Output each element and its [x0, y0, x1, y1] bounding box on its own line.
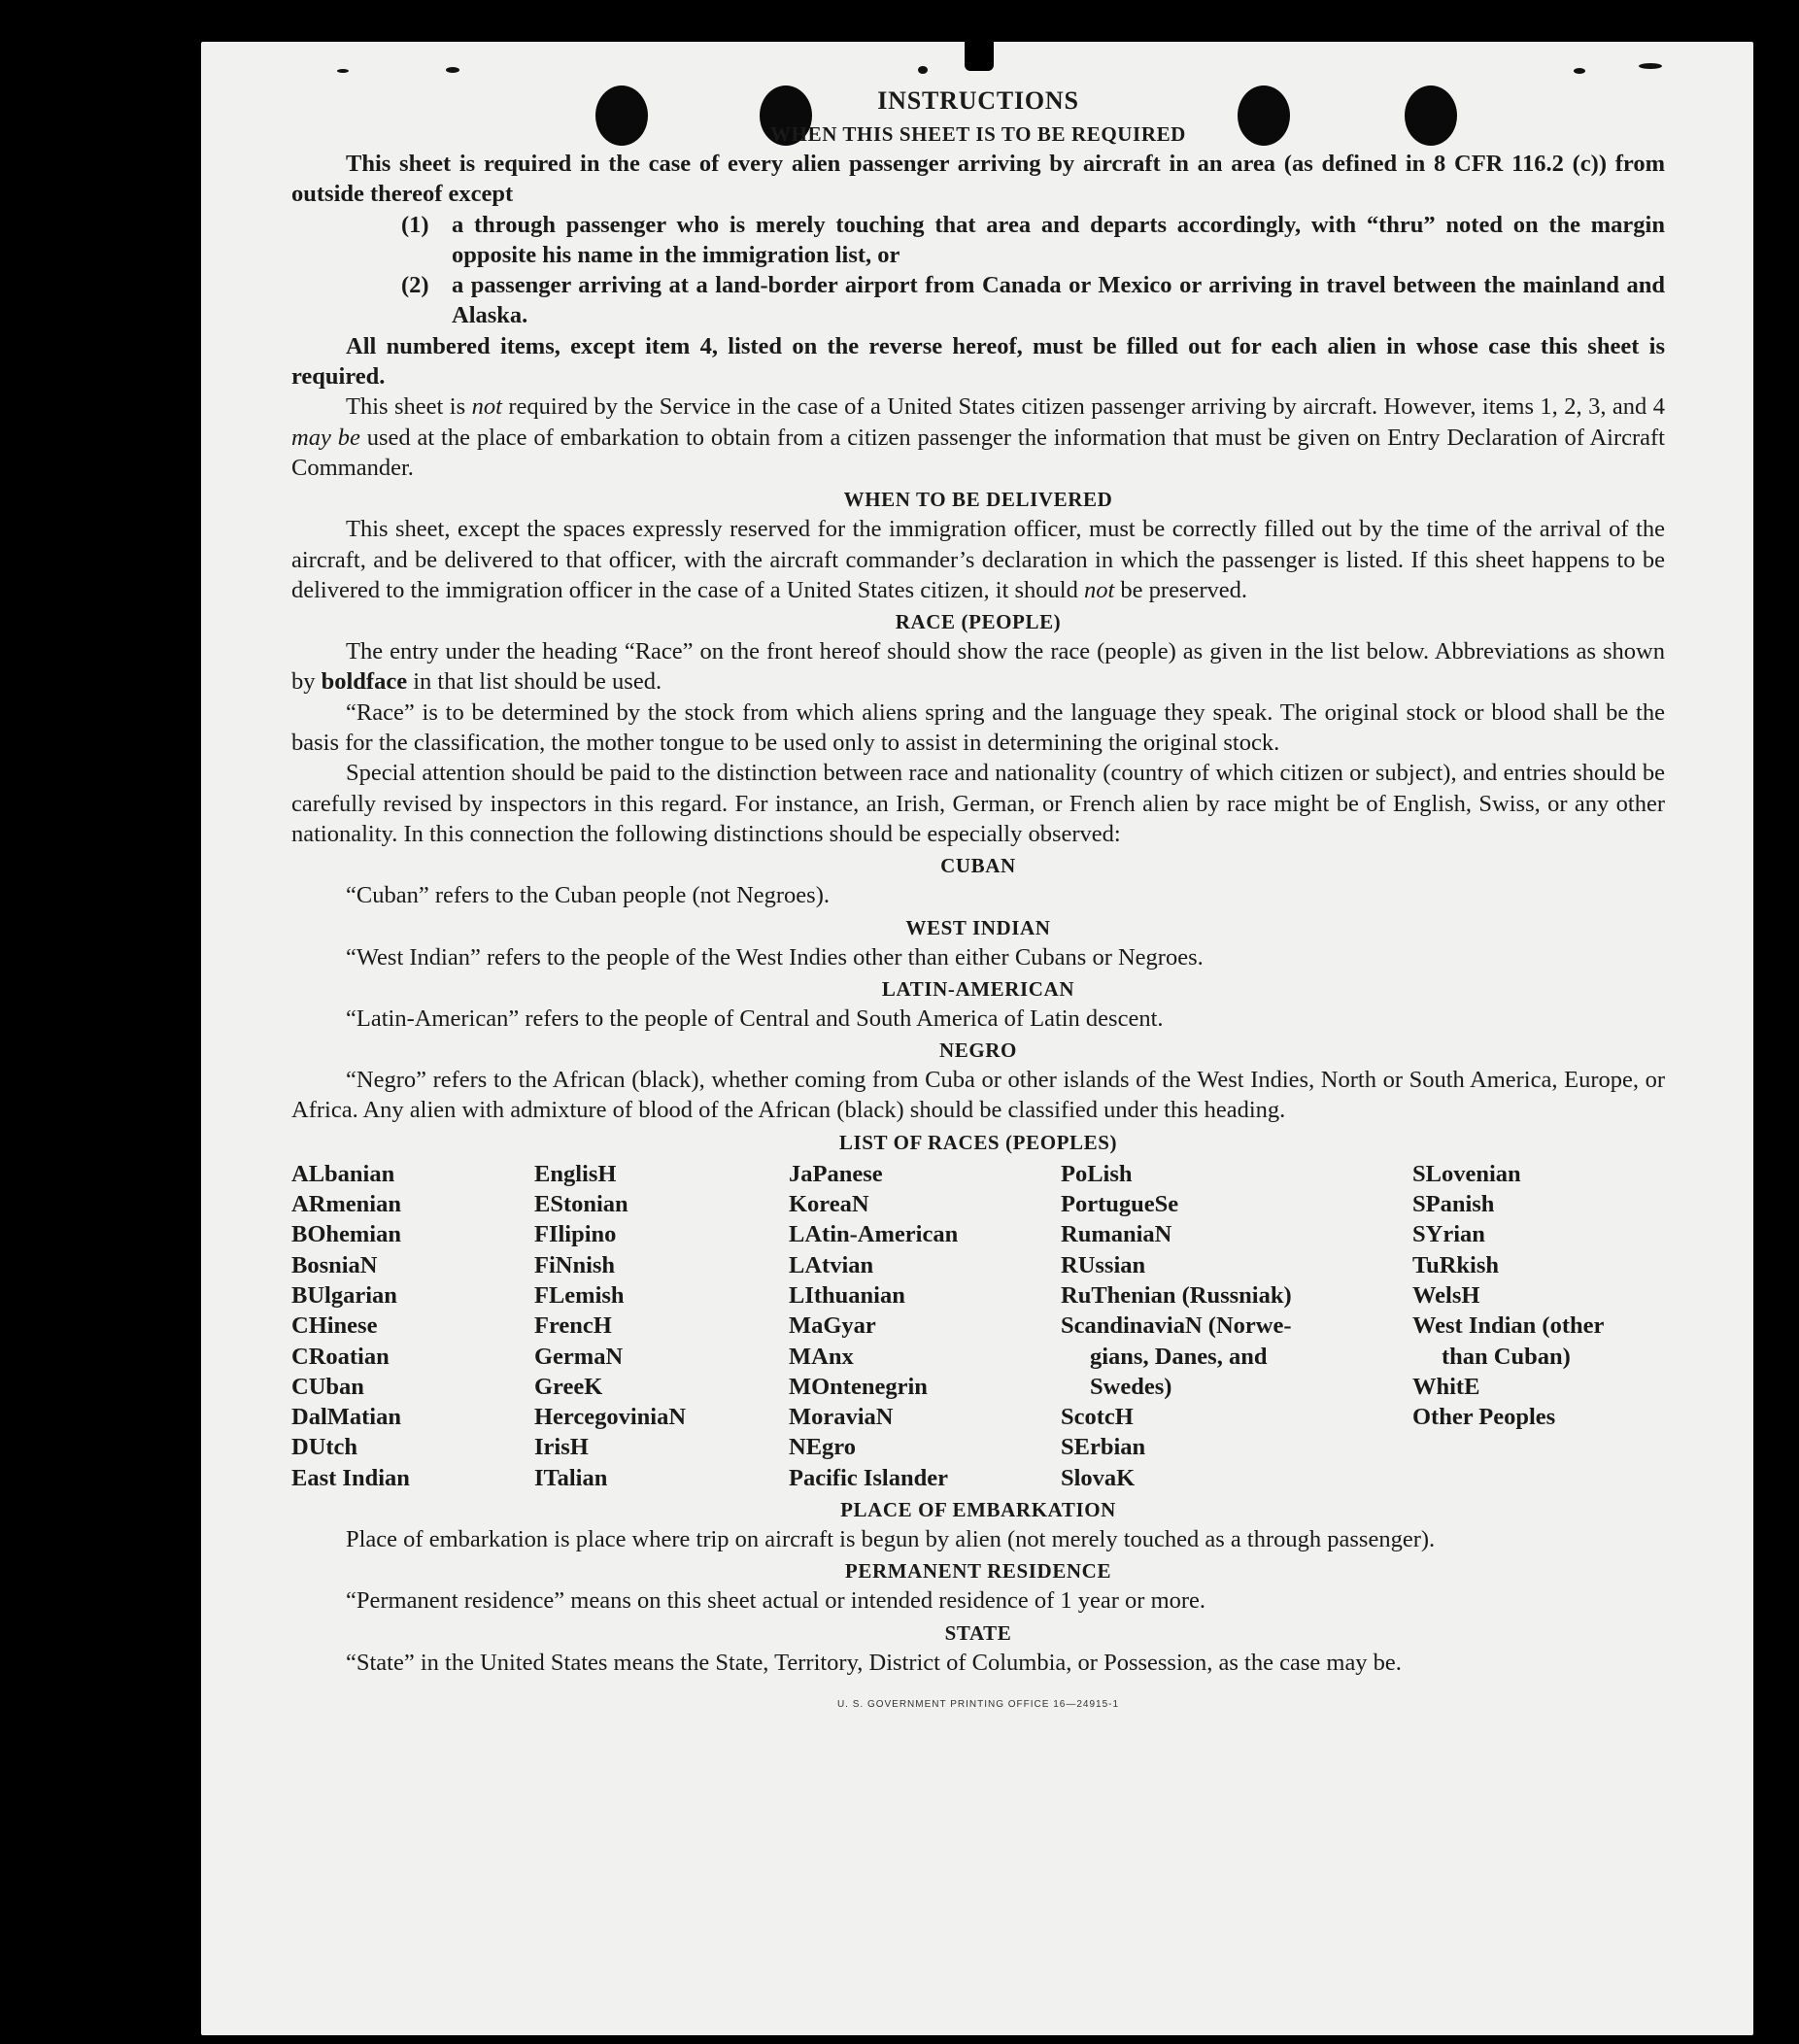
- race-entry: MOntenegrin: [789, 1373, 928, 1400]
- race-entry: CRoatian: [291, 1343, 390, 1370]
- race-entry: NEgro: [789, 1434, 856, 1461]
- race-entry: BUlgarian: [291, 1281, 397, 1309]
- race-entry: WelsH: [1412, 1281, 1480, 1309]
- race-entry: EnglisH: [534, 1160, 617, 1187]
- races-column: [1412, 1159, 1655, 1493]
- race-emphasis: boldface: [321, 668, 408, 696]
- race-entry: ScotcH: [1061, 1404, 1134, 1431]
- delivered-text: This sheet, except the spaces expressly reserved for the immigration officer, must be correctly filled out by the time of the arrival of the aircraft, and be delivered to that officer, with the aircraft commander’s declaration in which the passenger is listed. If this sheet happens to be delivered to the immigration officer in the case of a United States citizen, it should: [291, 516, 1665, 603]
- race-entry: FLemish: [534, 1281, 625, 1309]
- race-entry: PortugueSe: [1061, 1191, 1179, 1218]
- race-entry: CUban: [291, 1373, 364, 1400]
- race-entry: DUtch: [291, 1434, 358, 1461]
- races-list: [291, 1159, 1665, 1493]
- race-entry: BosniaN: [291, 1251, 378, 1278]
- citizen-emphasis: not: [471, 393, 502, 421]
- race-entry: KoreaN: [789, 1191, 869, 1218]
- scan-speck: [446, 67, 459, 73]
- race-entry: ALbanian: [291, 1160, 395, 1187]
- races-column: [1061, 1159, 1412, 1493]
- race-paragraph: [291, 636, 1665, 698]
- embarkation-paragraph: Place of embarkation is place where trip on aircraft is begun by alien (not merely touched as a through passenger).: [346, 1525, 1436, 1552]
- race-entry: MoraviaN: [789, 1404, 894, 1431]
- race-entry: FrencH: [534, 1312, 612, 1340]
- race-entry: SErbian: [1061, 1434, 1146, 1461]
- race-text: The entry under the heading “Race” on the front hereof should show the race (people) as given in the list below. Abbreviations as shown by: [291, 638, 1665, 696]
- exception-number: (2): [401, 272, 429, 299]
- heading-permanent-residence: PERMANENT RESIDENCE: [844, 1559, 1112, 1584]
- delivered-paragraph: [291, 514, 1665, 605]
- heading-west-indian: WEST INDIAN: [905, 915, 1051, 939]
- race-entry: FIlipino: [534, 1221, 617, 1248]
- race-entry: WhitE: [1412, 1373, 1480, 1400]
- heading-state: STATE: [944, 1620, 1012, 1645]
- race-entry: IrisH: [534, 1434, 589, 1461]
- definition-negro: “Negro” refers to the African (black), whether coming from Cuba or other islands of the West Indies, North or South America, Europe, or Africa. Any alien with admixture of blood of the African (black) should be classified under this heading.: [291, 1067, 1665, 1124]
- race-entry: GermaN: [534, 1343, 624, 1370]
- heading-race: RACE (PEOPLE): [895, 610, 1062, 634]
- required-intro: This sheet is required in the case of every alien passenger arriving by aircraft in an area (as defined in 8 CFR 116.2 (c)) from outside thereof except: [291, 151, 1665, 208]
- race-text: in that list should be used.: [407, 668, 662, 696]
- race-entry: LAtin-American: [789, 1221, 959, 1248]
- race-entry: Other Peoples: [1412, 1404, 1556, 1431]
- race-entry: DalMatian: [291, 1404, 401, 1431]
- citizen-emphasis: may be: [291, 424, 360, 451]
- residence-paragraph: “Permanent residence” means on this sheet actual or intended residence of 1 year or more.: [346, 1587, 1206, 1615]
- races-column: [291, 1159, 534, 1493]
- race-entry: MAnx: [789, 1343, 854, 1370]
- definition-cuban: “Cuban” refers to the Cuban people (not Negroes).: [346, 882, 830, 909]
- race-entry: West Indian (other: [1412, 1312, 1605, 1340]
- heading-negro: NEGRO: [938, 1039, 1017, 1063]
- exception-text: a through passenger who is merely touching that area and departs accordingly, with “thru” noted on the margin opposite his name in the immigration list, or: [452, 211, 1665, 268]
- race-entry: BOhemian: [291, 1221, 401, 1248]
- race-entry: FiNnish: [534, 1251, 616, 1278]
- scan-speck: [1639, 63, 1662, 69]
- race-entry: GreeK: [534, 1373, 603, 1400]
- exception-item: [401, 210, 1665, 271]
- race-entry: PoLish: [1061, 1160, 1133, 1187]
- race-entry: TuRkish: [1412, 1251, 1500, 1278]
- races-column: [534, 1159, 789, 1493]
- race-entry: JaPanese: [789, 1160, 883, 1187]
- binding-tab: [965, 42, 994, 71]
- numbered-items-paragraph: All numbered items, except item 4, listed on the reverse hereof, must be filled out for each alien in whose case this sheet is required.: [291, 332, 1665, 391]
- state-paragraph: “State” in the United States means the State, Territory, District of Columbia, or Possession, as the case may be.: [346, 1649, 1402, 1676]
- race-entry: SlovaK: [1061, 1464, 1136, 1491]
- race-entry-continued: Swedes): [1090, 1373, 1172, 1400]
- races-column: [789, 1159, 1061, 1493]
- printing-office-imprint: U. S. GOVERNMENT PRINTING OFFICE 16—24915-1: [836, 1698, 1120, 1710]
- race-entry: ARmenian: [291, 1191, 401, 1218]
- race-entry: LIthuanian: [789, 1281, 905, 1309]
- scan-speck: [1574, 68, 1585, 74]
- race-paragraph: Special attention should be paid to the distinction between race and nationality (country of which citizen or subject), and entries should be carefully revised by inspectors in this regard. For instance, an Irish, German, or French alien by race might be of English, Swiss, or any other nationality. In this connection the following distinctions should be especially observed:: [291, 760, 1665, 847]
- race-entry: HercegoviniaN: [534, 1404, 687, 1431]
- heading-when-delivered: WHEN TO BE DELIVERED: [843, 488, 1113, 512]
- race-entry: SYrian: [1412, 1221, 1485, 1248]
- document-sheet: [201, 42, 1753, 2035]
- citizen-paragraph: [291, 392, 1665, 483]
- race-entry-continued: gians, Danes, and: [1090, 1343, 1268, 1370]
- heading-place-of-embarkation: PLACE OF EMBARKATION: [840, 1497, 1116, 1521]
- race-entry: East Indian: [291, 1464, 410, 1491]
- race-entry: CHinese: [291, 1312, 378, 1340]
- exception-text: a passenger arriving at a land-border airport from Canada or Mexico or arriving in travel between the mainland and Alaska.: [452, 272, 1665, 329]
- heading-list-of-races: LIST OF RACES (PEOPLES): [838, 1130, 1118, 1154]
- delivered-emphasis: not: [1083, 576, 1115, 603]
- race-entry: ITalian: [534, 1464, 608, 1491]
- race-entry-continued: than Cuban): [1442, 1343, 1571, 1370]
- race-entry: ScandinaviaN (Norwe-: [1061, 1312, 1292, 1340]
- race-entry: LAtvian: [789, 1251, 874, 1278]
- race-entry: SPanish: [1412, 1191, 1495, 1218]
- race-paragraph: “Race” is to be determined by the stock from which aliens spring and the language they speak. The original stock or blood shall be the basis for the classification, the mother tongue to be used only to assist in determining the original stock.: [291, 698, 1665, 757]
- citizen-text: required by the Service in the case of a United States citizen passenger arriving by aircraft. However, items 1, 2, 3, and 4: [501, 393, 1665, 421]
- exception-number: (1): [401, 211, 429, 238]
- instructions-content: [291, 83, 1665, 1720]
- race-entry: EStonian: [534, 1191, 628, 1218]
- citizen-text: used at the place of embarkation to obtain from a citizen passenger the information that must be given on Entry Declaration of Aircraft Commander.: [291, 424, 1665, 481]
- race-entry: Pacific Islander: [789, 1464, 948, 1491]
- definition-latin-american: “Latin-American” refers to the people of Central and South America of Latin descent.: [346, 1005, 1164, 1032]
- race-entry: RumaniaN: [1061, 1221, 1172, 1248]
- race-entry: RUssian: [1061, 1251, 1146, 1278]
- citizen-text: This sheet is: [346, 393, 472, 421]
- heading-latin-american: LATIN-AMERICAN: [881, 976, 1075, 1001]
- race-entry: MaGyar: [789, 1312, 876, 1340]
- race-entry: SLovenian: [1412, 1160, 1521, 1187]
- delivered-text: be preserved.: [1114, 576, 1248, 603]
- heading-cuban: CUBAN: [940, 854, 1016, 878]
- scan-speck: [337, 69, 349, 73]
- exception-item: [401, 270, 1665, 331]
- heading-when-required: WHEN THIS SHEET IS TO BE REQUIRED: [770, 122, 1186, 146]
- instructions-title: INSTRUCTIONS: [877, 86, 1079, 115]
- scan-speck: [918, 66, 928, 74]
- race-entry: RuThenian (Russniak): [1061, 1281, 1292, 1309]
- definition-west-indian: “West Indian” refers to the people of the West Indies other than either Cubans or Negroes.: [346, 943, 1204, 971]
